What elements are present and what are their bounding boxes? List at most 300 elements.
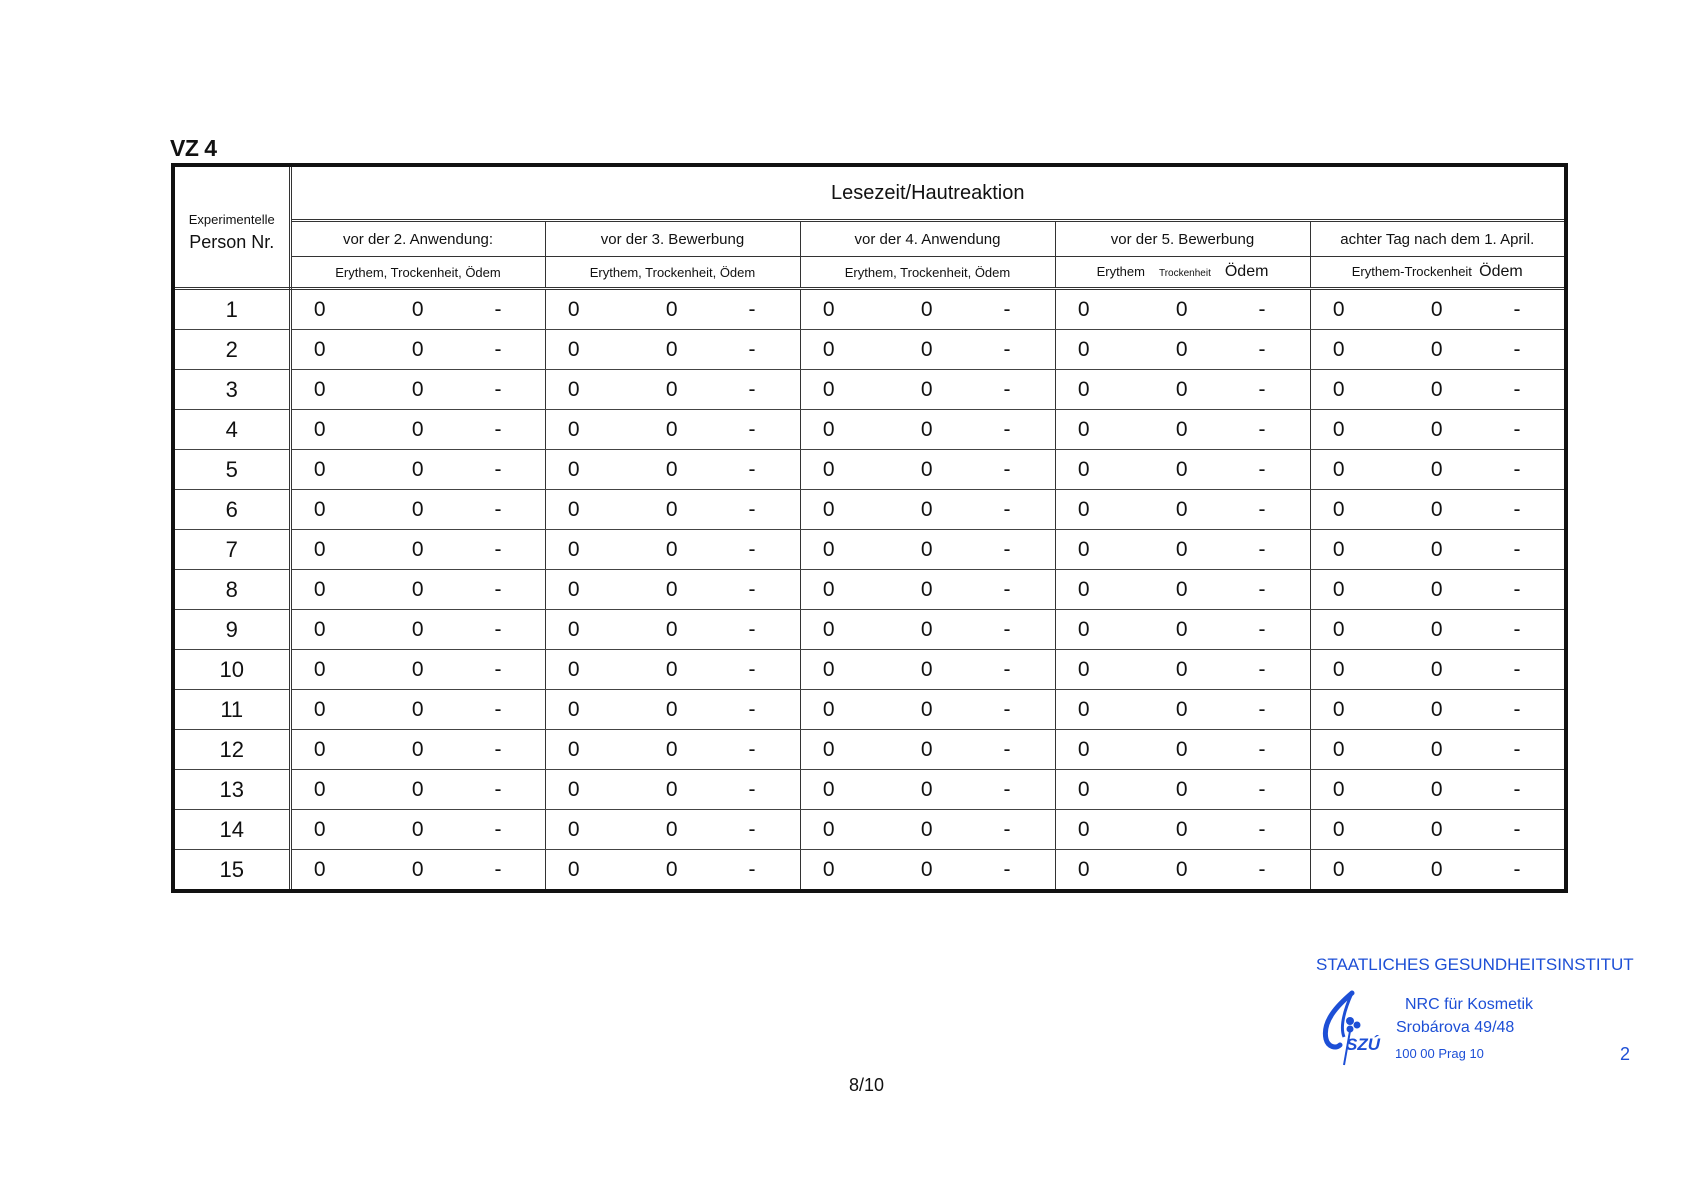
reaction-values: [1056, 698, 1310, 722]
person-number-cell: 11: [173, 690, 290, 730]
erythem-value: 0: [1077, 697, 1090, 721]
group-header: achter Tag nach dem 1. April.: [1310, 221, 1566, 257]
reaction-values: [801, 698, 1055, 722]
dryness-value: 0: [411, 537, 424, 561]
edema-value: -: [494, 577, 502, 601]
edema-value: -: [1003, 537, 1011, 561]
reaction-values: [546, 418, 800, 442]
reaction-values: [292, 578, 545, 602]
edema-value: -: [1003, 737, 1011, 761]
person-number-cell: 1: [173, 289, 290, 330]
reaction-cell: [1310, 690, 1566, 730]
stamp-line-3: 100 00 Prag 10: [1395, 1046, 1484, 1061]
reaction-cell: [290, 730, 545, 770]
dryness-value: 0: [665, 297, 678, 321]
reaction-values: [1056, 618, 1310, 642]
reaction-values: [546, 458, 800, 482]
edema-value: -: [494, 377, 502, 401]
reaction-values: [1056, 578, 1310, 602]
edema-value: -: [1003, 857, 1011, 881]
reaction-values: [292, 458, 545, 482]
erythem-value: 0: [567, 577, 580, 601]
edema-value: -: [1003, 337, 1011, 361]
dryness-value: 0: [665, 737, 678, 761]
reaction-cell: [290, 490, 545, 530]
dryness-value: 0: [1175, 537, 1188, 561]
reaction-cell: [545, 810, 800, 850]
reaction-cell: [800, 330, 1055, 370]
erythem-value: 0: [1077, 457, 1090, 481]
dryness-value: 0: [1430, 297, 1443, 321]
person-number-cell: 7: [173, 530, 290, 570]
reaction-values: [1056, 818, 1310, 842]
erythem-value: 0: [567, 657, 580, 681]
dryness-value: 0: [920, 857, 933, 881]
dryness-value: 0: [920, 417, 933, 441]
reaction-values: [292, 658, 545, 682]
dryness-value: 0: [665, 817, 678, 841]
reaction-values: [546, 538, 800, 562]
edema-value: -: [748, 617, 756, 641]
edema-value: -: [494, 337, 502, 361]
reaction-cell: [545, 730, 800, 770]
table-row: [173, 810, 1566, 850]
edema-value: -: [494, 417, 502, 441]
reaction-values: [292, 338, 545, 362]
edema-value: -: [1513, 337, 1521, 361]
edema-value: -: [748, 697, 756, 721]
edema-value: -: [494, 297, 502, 321]
person-number-cell: 8: [173, 570, 290, 610]
person-number-header: [173, 165, 290, 289]
edema-value: -: [748, 737, 756, 761]
reaction-cell: [545, 450, 800, 490]
reaction-cell: [1055, 490, 1310, 530]
reaction-cell: [1055, 650, 1310, 690]
erythem-value: 0: [822, 377, 835, 401]
reaction-values: [801, 498, 1055, 522]
reaction-cell: [290, 330, 545, 370]
stamp-line-1: NRC für Kosmetik: [1405, 996, 1534, 1013]
erythem-value: 0: [1332, 297, 1345, 321]
edema-value: -: [1513, 417, 1521, 441]
erythem-value: 0: [1077, 417, 1090, 441]
reaction-values: [292, 738, 545, 762]
reaction-cell: [800, 289, 1055, 330]
reaction-cell: [1055, 370, 1310, 410]
dryness-value: 0: [665, 377, 678, 401]
reaction-cell: [1310, 490, 1566, 530]
reaction-cell: [800, 730, 1055, 770]
erythem-value: 0: [313, 857, 326, 881]
dryness-value: 0: [411, 497, 424, 521]
erythem-value: 0: [1332, 537, 1345, 561]
reaction-values: [546, 658, 800, 682]
reaction-values: [1311, 418, 1565, 442]
dryness-value: 0: [665, 457, 678, 481]
dryness-value: 0: [1430, 417, 1443, 441]
erythem-value: 0: [1332, 417, 1345, 441]
reaction-values: [1056, 458, 1310, 482]
dryness-value: 0: [1430, 657, 1443, 681]
erythem-value: 0: [1077, 497, 1090, 521]
reaction-values: [801, 338, 1055, 362]
reaction-values: [801, 738, 1055, 762]
reaction-cell: [545, 690, 800, 730]
dryness-value: 0: [1175, 417, 1188, 441]
dryness-value: 0: [1175, 457, 1188, 481]
erythem-value: 0: [822, 457, 835, 481]
reaction-values: [1311, 858, 1565, 882]
erythem-value: 0: [313, 417, 326, 441]
erythem-value: 0: [1332, 337, 1345, 361]
group-header: vor der 4. Anwendung: [800, 221, 1055, 257]
erythem-value: 0: [1077, 377, 1090, 401]
table-row: [173, 770, 1566, 810]
stamp-institute-name: STAATLICHES GESUNDHEITSINSTITUT: [1316, 955, 1634, 974]
edema-value: -: [494, 817, 502, 841]
reaction-cell: [1055, 410, 1310, 450]
table-row: [173, 610, 1566, 650]
edema-value: -: [748, 817, 756, 841]
edema-value: -: [1258, 857, 1266, 881]
reaction-values: [1056, 658, 1310, 682]
reaction-cell: [1055, 289, 1310, 330]
table-row: [173, 330, 1566, 370]
group-subheader: [1310, 257, 1566, 289]
erythem-value: 0: [1077, 777, 1090, 801]
reaction-cell: [1310, 330, 1566, 370]
erythem-value: 0: [1077, 737, 1090, 761]
reaction-cell: [1055, 530, 1310, 570]
reaction-cell: [290, 850, 545, 892]
erythem-value: 0: [822, 777, 835, 801]
erythem-value: 0: [567, 297, 580, 321]
person-number-cell: 2: [173, 330, 290, 370]
reaction-values: [1056, 778, 1310, 802]
table-row: [173, 690, 1566, 730]
erythem-value: 0: [567, 817, 580, 841]
erythem-value: 0: [567, 777, 580, 801]
erythem-value: 0: [1077, 537, 1090, 561]
reaction-cell: [800, 450, 1055, 490]
erythem-value: 0: [313, 777, 326, 801]
dryness-value: 0: [1175, 657, 1188, 681]
reaction-cell: [290, 770, 545, 810]
dryness-value: 0: [920, 657, 933, 681]
reaction-cell: [290, 450, 545, 490]
reaction-values: [1311, 338, 1565, 362]
reaction-cell: [1310, 570, 1566, 610]
erythem-value: 0: [822, 577, 835, 601]
edema-value: -: [1258, 777, 1266, 801]
page-number: 8/10: [848, 1075, 885, 1095]
dryness-value: 0: [1175, 737, 1188, 761]
reaction-values: [546, 818, 800, 842]
edema-value: -: [494, 537, 502, 561]
reaction-values: [1056, 538, 1310, 562]
dryness-value: 0: [411, 377, 424, 401]
person-number-cell: 9: [173, 610, 290, 650]
dryness-value: 0: [1430, 377, 1443, 401]
group-subheader: Erythem, Trockenheit, Ödem: [800, 257, 1055, 289]
reaction-values: [801, 298, 1055, 322]
edema-value: -: [1258, 337, 1266, 361]
reaction-values: [292, 378, 545, 402]
reaction-values: [292, 538, 545, 562]
table-row: [173, 730, 1566, 770]
dryness-value: 0: [411, 617, 424, 641]
reaction-values: [546, 498, 800, 522]
erythem-value: 0: [313, 657, 326, 681]
edema-value: -: [1258, 457, 1266, 481]
table-row: [173, 370, 1566, 410]
reaction-cell: [290, 530, 545, 570]
erythem-value: 0: [822, 537, 835, 561]
erythem-value: 0: [1332, 457, 1345, 481]
edema-value: -: [748, 577, 756, 601]
reaction-values: [292, 778, 545, 802]
reaction-cell: [290, 570, 545, 610]
dryness-value: 0: [1430, 617, 1443, 641]
stamp-number: 2: [1620, 1044, 1631, 1064]
erythem-value: 0: [313, 337, 326, 361]
dryness-value: 0: [920, 377, 933, 401]
erythem-value: 0: [822, 497, 835, 521]
dryness-value: 0: [1430, 697, 1443, 721]
erythem-value: 0: [822, 417, 835, 441]
reaction-values: [801, 818, 1055, 842]
dryness-value: 0: [920, 777, 933, 801]
edema-value: -: [1258, 537, 1266, 561]
edema-value: -: [1003, 777, 1011, 801]
dryness-value: 0: [411, 777, 424, 801]
group-subheader: [1055, 257, 1310, 289]
edema-value: -: [1513, 657, 1521, 681]
erythem-value: 0: [567, 617, 580, 641]
erythem-value: 0: [567, 857, 580, 881]
dryness-value: 0: [411, 577, 424, 601]
edema-value: -: [494, 857, 502, 881]
dryness-value: 0: [1175, 617, 1188, 641]
dryness-value: 0: [1175, 857, 1188, 881]
edema-value: -: [1513, 857, 1521, 881]
reaction-values: [546, 858, 800, 882]
dryness-value: 0: [665, 577, 678, 601]
dryness-value: 0: [920, 457, 933, 481]
erythem-value: 0: [567, 457, 580, 481]
edema-value: -: [1003, 817, 1011, 841]
edema-value: -: [748, 417, 756, 441]
table-row: [173, 570, 1566, 610]
edema-value: -: [1258, 417, 1266, 441]
group-header: vor der 2. Anwendung:: [290, 221, 545, 257]
dryness-value: 0: [1430, 817, 1443, 841]
reaction-values: [1311, 818, 1565, 842]
reaction-values: [1056, 338, 1310, 362]
person-number-cell: 14: [173, 810, 290, 850]
reaction-cell: [290, 289, 545, 330]
subheader-erythem-dryness: Erythem-Trockenheit: [1351, 264, 1472, 279]
reaction-values: [1311, 778, 1565, 802]
reaction-cell: [800, 410, 1055, 450]
group-header: vor der 3. Bewerbung: [545, 221, 800, 257]
edema-value: -: [1258, 617, 1266, 641]
dryness-value: 0: [1175, 377, 1188, 401]
group-subheader: Erythem, Trockenheit, Ödem: [290, 257, 545, 289]
reaction-cell: [290, 410, 545, 450]
dryness-value: 0: [920, 297, 933, 321]
edema-value: -: [748, 337, 756, 361]
reaction-cell: [1055, 570, 1310, 610]
erythem-value: 0: [567, 737, 580, 761]
person-number-cell: 13: [173, 770, 290, 810]
edema-value: -: [748, 857, 756, 881]
edema-value: -: [748, 297, 756, 321]
reaction-values: [292, 818, 545, 842]
table-row: [173, 450, 1566, 490]
edema-value: -: [1258, 657, 1266, 681]
reaction-values: [1311, 498, 1565, 522]
reaction-cell: [290, 370, 545, 410]
reaction-cell: [545, 410, 800, 450]
edema-value: -: [1513, 817, 1521, 841]
erythem-value: 0: [1332, 737, 1345, 761]
erythem-value: 0: [567, 417, 580, 441]
erythem-value: 0: [1077, 297, 1090, 321]
dryness-value: 0: [1430, 737, 1443, 761]
table-row: [173, 850, 1566, 892]
reaction-cell: [1310, 770, 1566, 810]
edema-value: -: [1258, 497, 1266, 521]
reaction-cell: [800, 690, 1055, 730]
dryness-value: 0: [920, 537, 933, 561]
reaction-values: [801, 658, 1055, 682]
dryness-value: 0: [665, 657, 678, 681]
dryness-value: 0: [665, 777, 678, 801]
reaction-values: [1311, 578, 1565, 602]
edema-value: -: [748, 497, 756, 521]
reaction-cell: [1055, 850, 1310, 892]
table-row: [173, 650, 1566, 690]
erythem-value: 0: [567, 697, 580, 721]
group-subheader: Erythem, Trockenheit, Ödem: [545, 257, 800, 289]
edema-value: -: [748, 457, 756, 481]
erythem-value: 0: [822, 297, 835, 321]
reaction-cell: [1055, 450, 1310, 490]
reaction-values: [292, 858, 545, 882]
reaction-values: [546, 378, 800, 402]
dryness-value: 0: [920, 577, 933, 601]
erythem-value: 0: [313, 297, 326, 321]
erythem-value: 0: [1332, 857, 1345, 881]
erythem-value: 0: [567, 337, 580, 361]
erythem-value: 0: [1077, 817, 1090, 841]
reaction-cell: [800, 610, 1055, 650]
edema-value: -: [748, 657, 756, 681]
reaction-cell: [545, 530, 800, 570]
reaction-cell: [545, 570, 800, 610]
edema-value: -: [1003, 297, 1011, 321]
reaction-values: [801, 578, 1055, 602]
reaction-cell: [1310, 289, 1566, 330]
dryness-value: 0: [411, 697, 424, 721]
dryness-value: 0: [1175, 297, 1188, 321]
edema-value: -: [494, 617, 502, 641]
reaction-cell: [1310, 730, 1566, 770]
erythem-value: 0: [313, 697, 326, 721]
dryness-value: 0: [920, 337, 933, 361]
reaction-values: [1056, 298, 1310, 322]
erythem-value: 0: [1332, 777, 1345, 801]
edema-value: -: [1003, 417, 1011, 441]
reaction-cell: [800, 650, 1055, 690]
reaction-cell: [545, 610, 800, 650]
edema-value: -: [1513, 497, 1521, 521]
dryness-value: 0: [665, 337, 678, 361]
reaction-cell: [1310, 810, 1566, 850]
reaction-cell: [1055, 810, 1310, 850]
table-body: [173, 289, 1566, 892]
erythem-value: 0: [1332, 377, 1345, 401]
erythem-value: 0: [1077, 577, 1090, 601]
edema-value: -: [1258, 817, 1266, 841]
edema-value: -: [748, 537, 756, 561]
reaction-values: [546, 298, 800, 322]
reaction-cell: [545, 289, 800, 330]
erythem-value: 0: [567, 377, 580, 401]
dryness-value: 0: [411, 817, 424, 841]
reaction-cell: [1310, 650, 1566, 690]
reaction-cell: [290, 610, 545, 650]
edema-value: -: [494, 497, 502, 521]
dryness-value: 0: [1430, 497, 1443, 521]
edema-value: -: [1513, 377, 1521, 401]
edema-value: -: [1513, 577, 1521, 601]
logo-text: SZÚ: [1346, 1035, 1380, 1054]
reaction-values: [546, 578, 800, 602]
erythem-value: 0: [313, 577, 326, 601]
erythem-value: 0: [313, 617, 326, 641]
reaction-values: [1311, 378, 1565, 402]
reaction-values: [801, 378, 1055, 402]
reaction-cell: [800, 850, 1055, 892]
erythem-value: 0: [1332, 657, 1345, 681]
reaction-values: [546, 618, 800, 642]
edema-value: -: [1258, 577, 1266, 601]
reaction-cell: [545, 850, 800, 892]
reaction-values: [1311, 658, 1565, 682]
reaction-cell: [545, 490, 800, 530]
erythem-value: 0: [1332, 497, 1345, 521]
dryness-value: 0: [411, 657, 424, 681]
reaction-values: [1311, 298, 1565, 322]
dryness-value: 0: [411, 857, 424, 881]
erythem-value: 0: [313, 457, 326, 481]
reaction-cell: [1310, 450, 1566, 490]
person-number-cell: 4: [173, 410, 290, 450]
reaction-cell: [1310, 610, 1566, 650]
table-row: [173, 490, 1566, 530]
reaction-cell: [1310, 850, 1566, 892]
edema-value: -: [494, 657, 502, 681]
table-row: [173, 530, 1566, 570]
reaction-cell: [1310, 410, 1566, 450]
reaction-cell: [1055, 330, 1310, 370]
reaction-values: [546, 738, 800, 762]
reaction-values: [1056, 498, 1310, 522]
erythem-value: 0: [313, 817, 326, 841]
